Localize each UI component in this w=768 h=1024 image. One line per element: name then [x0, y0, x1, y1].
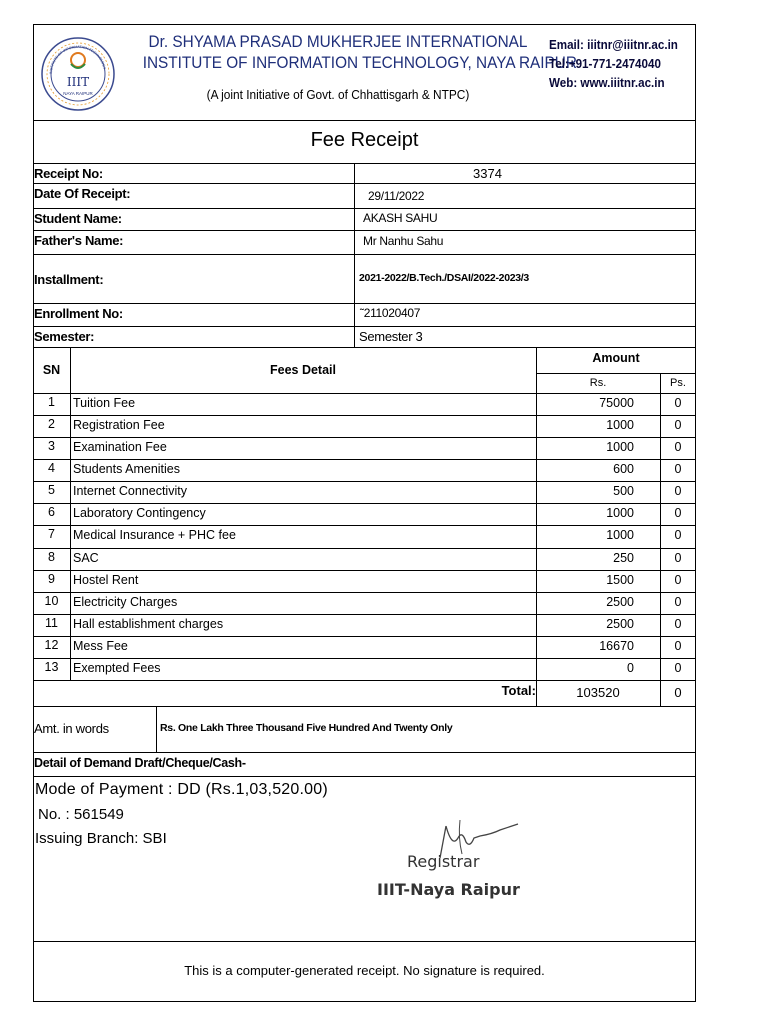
fee-ps: 0	[674, 418, 682, 432]
fee-sn: 1	[48, 395, 55, 409]
fees-detail-header: Fees Detail	[269, 363, 336, 377]
amount-in-words-value: Rs. One Lakh Three Thousand Five Hundred And Twenty Only	[160, 722, 453, 734]
sn-header: SN	[42, 363, 61, 377]
fee-rs: 0	[627, 661, 634, 675]
fee-rs: 1000	[606, 418, 634, 432]
fee-ps: 0	[674, 396, 682, 410]
fee-ps: 0	[674, 528, 682, 542]
fee-ps: 0	[674, 661, 682, 675]
fee-rs: 16670	[599, 639, 634, 653]
fee-sn: 10	[44, 594, 59, 608]
fee-rs: 500	[613, 484, 634, 498]
registrar-institute: IIIT-Naya Raipur	[377, 880, 520, 899]
fee-sn: 13	[44, 660, 59, 674]
fee-sn: 5	[48, 483, 55, 497]
fee-rs: 2500	[606, 595, 634, 609]
fee-name: Electricity Charges	[73, 595, 178, 609]
logo-emblem-icon	[40, 28, 116, 120]
fee-ps: 0	[674, 484, 682, 498]
fee-name: Examination Fee	[73, 440, 167, 454]
fee-name: Mess Fee	[73, 639, 128, 653]
father-name-label: Father's Name:	[34, 233, 124, 248]
fee-rs: 250	[613, 551, 634, 565]
institute-subtitle: (A joint Initiative of Govt. of Chhattisgarh & NTPC)	[206, 88, 470, 102]
total-rs: 103520	[576, 685, 620, 700]
computer-generated-note: This is a computer-generated receipt. No signature is required.	[184, 963, 545, 978]
fee-sn: 8	[48, 550, 55, 564]
fee-rs: 1000	[606, 506, 634, 520]
fee-sn: 12	[44, 638, 59, 652]
semester-value: Semester 3	[359, 329, 423, 344]
fee-ps: 0	[674, 506, 682, 520]
fee-name: Medical Insurance + PHC fee	[73, 528, 236, 542]
date-value: 29/11/2022	[368, 189, 425, 203]
fee-sn: 7	[48, 527, 55, 541]
fee-ps: 0	[674, 617, 682, 631]
fee-name: Internet Connectivity	[73, 484, 187, 498]
fee-name: Exempted Fees	[73, 661, 161, 675]
fee-sn: 6	[48, 505, 55, 519]
fee-sn: 9	[48, 572, 55, 586]
contact-email: Email: iiitnr@iiitnr.ac.in	[549, 38, 678, 52]
fee-rs: 600	[613, 462, 634, 476]
total-label: Total:	[501, 683, 536, 698]
payment-mode: Mode of Payment : DD (Rs.1,03,520.00)	[35, 781, 328, 798]
fee-rs: 75000	[599, 396, 634, 410]
logo-subtext: NAYA RAIPUR	[63, 91, 93, 96]
fee-sn: 2	[48, 417, 55, 431]
fee-ps: 0	[674, 595, 682, 609]
total-ps: 0	[674, 685, 682, 700]
fee-sn: 3	[48, 439, 55, 453]
logo-text: IIIT	[66, 75, 90, 89]
contact-tel: Tel:+91-771-2474040	[549, 57, 661, 71]
ps-header: Ps.	[670, 377, 686, 389]
institute-name-line2: INSTITUTE OF INFORMATION TECHNOLOGY, NAYA RAIPUR	[142, 54, 577, 72]
contact-web: Web: www.iiitnr.ac.in	[549, 76, 665, 90]
institute-name-line1: Dr. SHYAMA PRASAD MUKHERJEE INTERNATIONAL	[148, 33, 528, 51]
fee-name: Students Amenities	[73, 462, 181, 476]
father-name-value: Mr Nanhu Sahu	[363, 234, 444, 248]
student-name-value: AKASH SAHU	[363, 211, 438, 225]
fee-name: Hall establishment charges	[73, 617, 224, 631]
issuing-branch: Issuing Branch: SBI	[35, 830, 167, 847]
receipt-no-value: 3374	[473, 166, 502, 181]
fee-name: Tuition Fee	[73, 396, 136, 410]
rs-header: Rs.	[589, 377, 607, 389]
institute-logo	[40, 28, 116, 120]
fee-rs: 2500	[606, 617, 634, 631]
fee-ps: 0	[674, 440, 682, 454]
fee-ps: 0	[674, 551, 682, 565]
fee-ps: 0	[674, 573, 682, 587]
installment-value: 2021-2022/B.Tech./DSAI/2022-2023/3	[359, 272, 529, 284]
payment-section-label: Detail of Demand Draft/Cheque/Cash-	[34, 756, 246, 770]
fee-name: Laboratory Contingency	[73, 506, 206, 520]
receipt-title: Fee Receipt	[310, 129, 419, 151]
receipt-no-label: Receipt No:	[34, 166, 103, 181]
fee-rs: 1000	[606, 528, 634, 542]
fee-sn: 11	[45, 616, 58, 630]
logo-ring-text: INSTITUTE OF INFORMATION TECHNOLOGY	[48, 44, 107, 75]
amount-in-words-label: Amt. in words	[34, 721, 109, 736]
fee-name: Hostel Rent	[73, 573, 139, 587]
fee-rs: 1500	[606, 573, 634, 587]
fee-sn: 4	[48, 461, 55, 475]
student-name-label: Student Name:	[34, 211, 122, 226]
payment-number: No. : 561549	[38, 806, 124, 823]
semester-label: Semester:	[34, 329, 95, 344]
enrollment-label: Enrollment No:	[34, 306, 123, 321]
enrollment-value: ˜211020407	[360, 306, 421, 320]
amount-header: Amount	[592, 351, 640, 365]
fee-rs: 1000	[606, 440, 634, 454]
registrar-title: Registrar	[407, 852, 480, 871]
fee-ps: 0	[674, 462, 682, 476]
fee-name: SAC	[73, 551, 99, 565]
fee-name: Registration Fee	[73, 418, 165, 432]
fee-ps: 0	[674, 639, 682, 653]
date-label: Date Of Receipt:	[34, 186, 131, 201]
installment-label: Installment:	[34, 272, 104, 287]
